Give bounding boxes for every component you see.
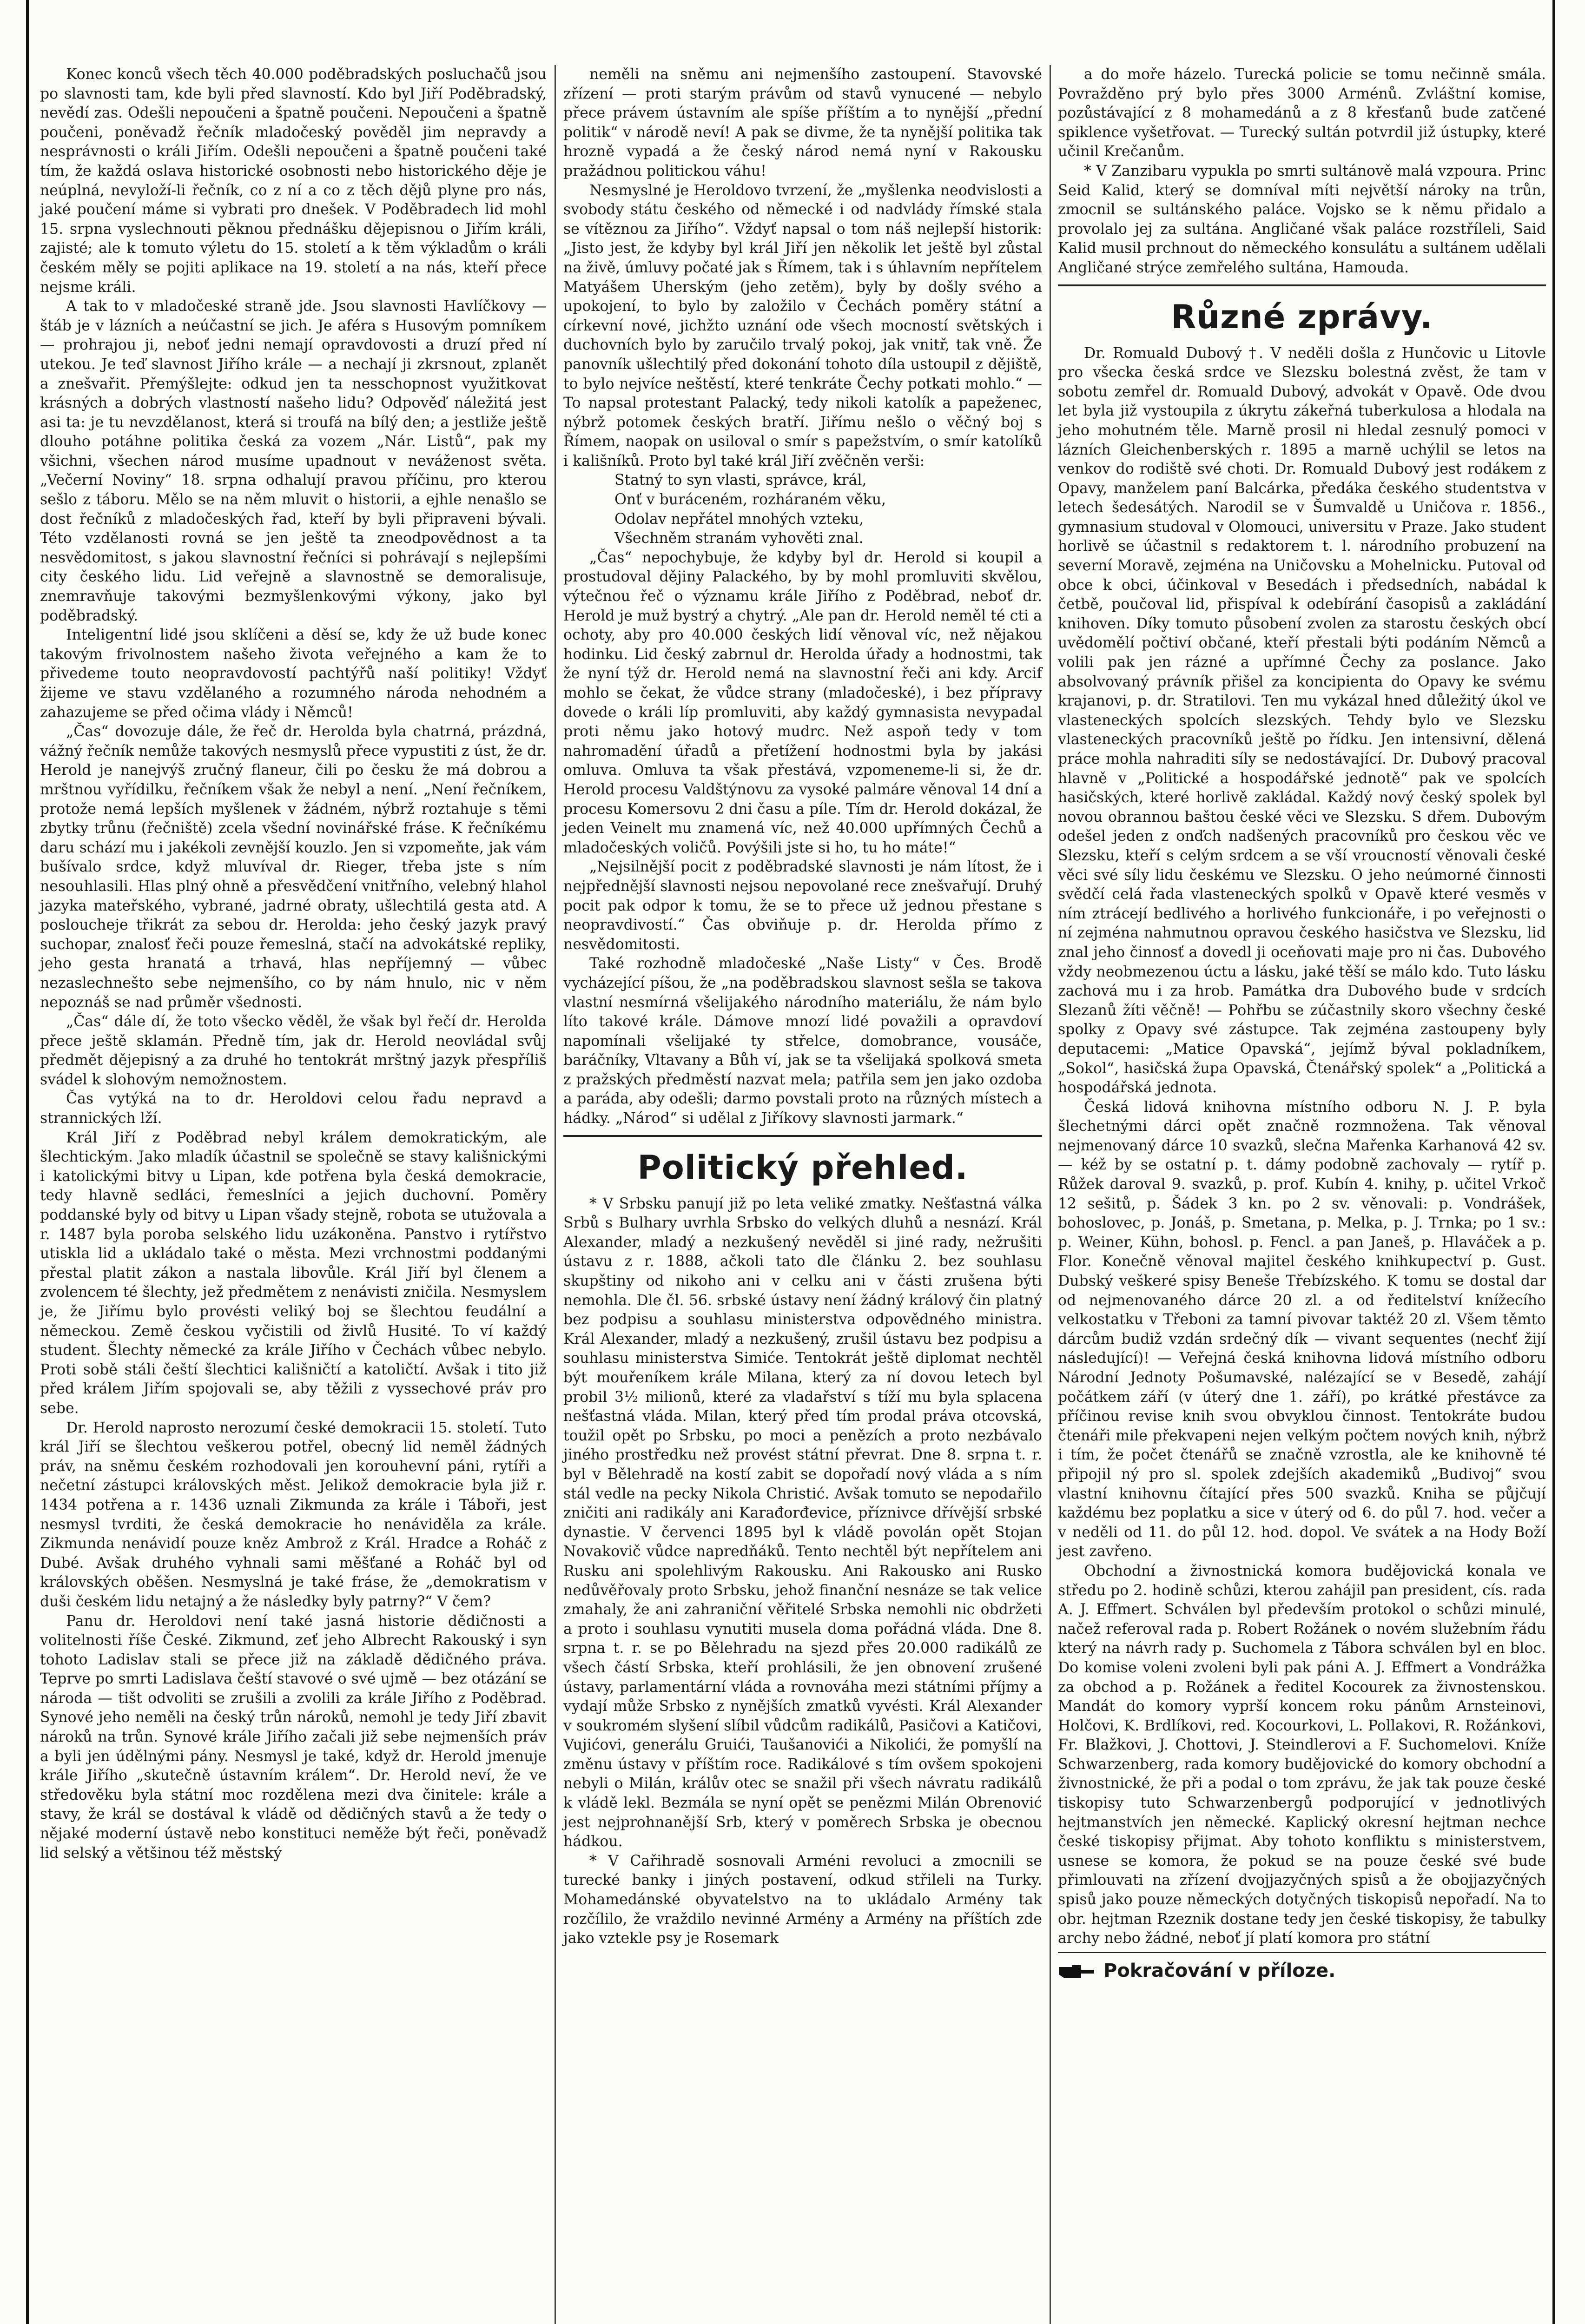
paragraph: „Čas“ nepochybuje, že kdyby byl dr. Herold si koupil a prostudoval dějiny Palackého, by by mohl promluviti skvělou, výtečnou řeč o významu krále Jiřího z Poděbrad, neboť dr. Herold je muž bystrý a chytrý. „Ale pan dr. Herold neměl té cti a ochoty, aby pro 40.000 českých lidí věnoval víc, než nějakou hodinku. Lid český zabrnul dr. Herolda úřady a hodnostmi, tak že nyní týž dr. Herold nemá na slavnostní řeči ani kdy. Arcif mohlo se čekat, že vůdce strany (mladočeské), i bez přípravy dovede o králi líp promluviti, aby každý gymnasista nevypadal proti němu jako hotový mudrc. Než aspoň tedy v tom nahromadění úřadů a přetížení hodnostmi byla by jakási omluva. Omluva ta však přestává, vzpomeneme-li si, že dr. Herold procesu Valdštýnovu za vysoké palmáre věnoval 14 dní a procesu Komersovu 2 dni času a píle. Tím dr. Herold dokázal, že jeden Veinelt mu znamená víc, než 40.000 upřímných Čechů a mladočeských voličů. Povýšili jste si ho, tu ho máte!“ — [563, 549, 1042, 856]
news-item: Obchodní a živnostnická komora budějovická konala ve středu po 2. hodině schůzi, kterou zahájil pan president, cís. rada A. J. Effmert. Schválen byl především protokol o schůzi minulé, načež referoval rada p. Robert Rožánek o novém služebním řádu který na návrh rady p. Suchomela z Tábora schválen byl en bloc. Do komise voleni zvoleni byli pak páni A. J. Effmert a Vondrážka za obchod a p. Rožánek a ředitel Kocourek za živnostenskou. Mandát do komory vyprší koncem roku pánům Arnsteinovi, Holčovi, K. Brdlíkovi, red. Kocourkovi, L. Pollakovi, R. Rožánkovi, Fr. Blažkovi, J. Chottovi, J. Steindlerovi a F. Suchomelovi. Kníže Schwarzenberg, rada komory budějovické do komory obchodní a živnostnické, že při a podal o tom zprávu, že jak tak pouze české tiskopisy tuto Schwarzenbergů podporující v jednotlivých hejtmanstvích jen německé. Kaplický okresní hejtman nechce české tiskopisy přijmat. Aby tohoto konfliktu s ministerstvem, usnese se komora, že pokud se na pouze české své bude přimlouvati na zřízení dvojjazyčných spisů a že obojjazyčných spisů jako pouze německých dotyčných tiskopisů nepořadí. Na to obr. hejtman Rzeznik dostane tedy jen české tiskopisy, že tabulky archy nebo žádné, neboť jí platí komora pro státní — [1058, 1562, 1546, 1947]
paragraph: neměli na sněmu ani nejmenšího zastoupení. Stavovské zřízení — proti starým právům od stavů vynucené — nebylo přece právem ústavním ale spíše příštím a to nynější „přední politik“ v národě neví! A pak se divme, že ta nynější politika tak hrozně vypadá a že český národ nemá nyní v Rakousku pražádnou politickou váhu! — [563, 66, 1042, 179]
continuation-text: Pokračování v příloze. — [1103, 1960, 1336, 1981]
column-middle — [563, 65, 1042, 2324]
paragraph: Král Jiří z Poděbrad nebyl králem demokratickým, ale šlechtickým. Jako mladík účastnil se společně se stavy kališnickými i katolickými bitvy u Lipan, kde potřena byla česká demokracie, tedy hlavně sedláci, řemeslníci a jejich duchovní. Poměry poddanské byly od bitvy u Lipan všady stejně, robota se utužovala a r. 1487 byla poroba selského lidu uzákoněna. Panstvo i rytířstvo utiskla lid a ukládalo také o města. Mezi vrchnostmi poddanými přestal platit zákon a nastala libovůle. Král Jiří byl členem a zvolencem té šlechty, jež předmětem z nenávisti zničila. Nesmyslem je, že Jiřímu bylo provésti veliký boj se šlechtou feudální a německou. Země českou vyčistili od živlů Husité. To ví každý student. Šlechty německé za krále Jiřího v Čechách vůbec nebylo. Proti sobě stáli čeští šlechtici kališničtí a katoličtí. Avšak i tito již před králem Jiřím spojovali se, aby těžili z vyssechové práv pro sebe. — [40, 1129, 547, 1417]
paragraph: Čas vytýká na to dr. Heroldovi celou řadu nepravd a strannických lží. — [40, 1090, 547, 1127]
paragraph: Dr. Herold naprosto nerozumí české demokracii 15. století. Tuto král Jiří se šlechtou veškerou potřel, obecný lid neměl žádných práv, na sněmu českém rozhodovali jen korouhevní páni, rytíři a nečetní zástupci královských měst. Jelikož demokracie byla již r. 1434 potřena a r. 1436 uznali Zikmunda za krále i Táboři, jest nesmysl tvrditi, že česká demokracie ho nenáviděla za krále. Zikmunda nenávidí pouze kněz Ambrož z Král. Hradce a Roháč z Dubé. Avšak druhého vyhnali sami měšťané a Roháč byl od královských oběšen. Nesmyslná je také fráse, že „demokratism v duši českém lidu netajný a že následky byly patrny?“ V čem? — [40, 1419, 547, 1610]
section-rule — [1058, 284, 1546, 286]
news-item: * V Cařihradě sosnovali Arméni revoluci a zmocnili se turecké banky i jiných postavení, odkud střileli na Turky. Mohamedánské obyvatelstvo na to ukládalo Armény tak rozčílilo, že vraždilo nevinné Armény a Armény na příštích zde jako vztekle psy je Rosemark — [563, 1852, 1042, 1947]
news-item: Česká lidová knihovna místního odboru N. J. P. byla šlechetnými dárci opět značně rozmnožena. Tak věnoval nejmenovaný dárce 10 svazků, slečna Mařenka Karhanová 42 sv. — kéž by se ostatní p. t. dámy podobně zachovaly — rytíř p. Růžek daroval 9. svazků, p. prof. Kubín 4. knihy, p. učitel Vrkoč 12 sešitů, p. Šádek 3 kn. po 2 sv. věnovali: p. Vondrášek, bohoslovec, p. Jonáš, p. Smetana, p. Melka, p. J. Trnka; po 1 sv.: p. Weiner, Kühn, bohosl. p. Fencl. a pan Janeš, p. Hlaváček a p. Flor. Konečně věnoval majitel českého knihkupectví p. Gust. Dubský veškeré spisy Beneše Třebízského. K tomu se dostal dar od nejmenovaného dárce 20 zl. a od ředitelství knížecího velkostatku v Třeboni za tamní pivovar taktéž 20 zl. Všem těmto dárcům budiž vzdán srdečný dík — vivant sequentes (nechť žijí následující)! — Veřejná česká knihovna lidová místního odboru Národní Jednoty Pošumavské, nalézající se v Besedě, zahájí počátkem září (v úterý dne 1. září), po krátké přestávce za příčinou revise knih svou obvyklou činnost. Tentokráte budou čtenáři mile překvapeni nejen velkým počtem nových knih, nýbrž i tím, že počet čtenářů se značně vzrostla, ale ke knihovně té připojil ný pro sl. spolek zdejších akademiků „Budivoj“ svou vlastní knihovnu čítající přes 500 svazků. Kniha se půjčují každému bez poplatku a sice v úterý od 6. do půl 7. hod. večer a v neděli od 11. do půl 12. hod. dopol. Ve svátek a na Hody Boží jest zavřeno. — [1058, 1098, 1546, 1560]
page-border-left — [26, 0, 29, 2324]
paragraph: „Čas“ dále dí, že toto všecko věděl, že však byl řečí dr. Herolda přece ještě sklamán. Předně tím, jak dr. Herold neovládal svůj předmět dějepisný a za druhé ho tentokrát mrštný jazyk přespříliš svádel k slohovým nemožnostem. — [40, 1013, 547, 1088]
paragraph: „Čas“ dovozuje dále, že řeč dr. Herolda byla chatrná, prázdná, vážný řečník nemůže takových nesmyslů přece vypustiti z úst, že dr. Herold je nanejvýš zručný flaneur, čili po česku že má dobrou a mrštnou vyřídilku, řečníkem však že nebyl a není. „Není řečníkem, protože nemá lepších myšlenek v žádném, nýbrž roztahuje s těmi zbytky trůnu (řečniště) zcela všední novinářské fráse. K řečníkému daru schází mu i jakékoli zevnější kouzlo. Jen si vzpomeňte, jak vám bušívalo srdce, když mluvíval dr. Rieger, třeba jste s ním nesouhlasili. Hlas plný ohně a přesvědčení vnitřního, velebný hlahol jazyka mateřského, vybrané, jadrné obraty, ušlechtilá gesta atd. A posloucheje třikrát za sebou dr. Herolda: jeho český jazyk pravý suchopar, znalosť řeči pouze řemeslná, stačí na advokátské repliky, jeho gesta hranatá a trhavá, hlas nepříjemný — vůbec nezaslechnešto sebe nejmenšího, co by nám hnulo, nic v něm nepoznáš se nad průměr všednosti. — [40, 723, 547, 1011]
section-rule — [1058, 1952, 1546, 1953]
paragraph: Inteligentní lidé jsou sklíčeni a děsí se, kdy že už bude konec takovým frivolnostem našeho života veřejného a kam že to přivedeme touto neopravdovostí pachtýřů naší politiky! Vždyť žijeme ve stavu vzdělaného a rozumného národa nehodném a zahazujeme se před očima vlády i Němců! — [40, 627, 547, 721]
news-item: * V Zanzibaru vypukla po smrti sultánově malá vzpoura. Princ Seid Kalid, který se domníval míti největší nároky na trůn, zmocnil se sultánského paláce. Vojsko se k němu přidalo a provolalo jej za sultána. Angličané však paláce rozstříleli, Said Kalid musil prchnout do německého konsulátu a sultánem udělali Angličané strýce zemřelého sultána, Hamouda. — [1058, 162, 1546, 276]
paragraph: „Nejsilnější pocit z poděbradské slavnosti je nám lítost, že i nejpřednější slavnosti nejsou nepovolané rece znešvařují. Druhý pocit pak odpor k tomu, že se to přece už jednou přestane s neopravdivostí.“ Čas obviňuje p. dr. Herolda přímo z nesvědomitosti. — [563, 858, 1042, 953]
verse: Statný to syn vlasti, správce, král, Onť v buráceném, rozháraném věku, Odolav nepřátel mnohých vzteku, Všechněm stranám vyhověti znal. — [614, 472, 886, 547]
paragraph: Nesmyslné je Heroldovo tvrzení, že „myšlenka neodvislosti a svobody státu českého od německé i od nadvlády římské stala se vítěznou za Jiřího“. Vždyť napsal o tom náš nejlepší historik: „Jisto jest, že kdyby byl král Jiří jen několik let ještě byl zůstal na živě, úmluvy počaté jak s Římem, tak i s úhlavním nepřítelem Matyášem Uherským (jeho zetěm), byly by došly svého a upokojení, to bylo by založilo v Čechách poměry státní a církevní nové, jichžto uznání ode všech mocností světských i duchovních bylo by zaručilo trvalý pokoj, jak vnitř, tak vně. Že panovník ušlechtilý před dokonání tohoto díla ustoupil z dějiště, to bylo nejvíce neštěstí, které tenkráte Čechy potkati mohlo.“ — To napsal protestant Palacký, tedy nikoli katolík a papeženec, nýbrž potomek českých bratří. Jiřímu nešlo o věčný boj s Římem, naopak on usiloval o smír s papežstvím, o smír katolíků i kališníků. Proto byl také král Jiří zvěčněn verši: — [563, 182, 1042, 469]
pointing-hand-icon — [1058, 1963, 1095, 1980]
section-heading-politics: Politický přehled. — [637, 1148, 968, 1187]
news-item: a do moře házelo. Turecká policie se tomu nečinně smála. Povražděno prý bylo přes 3000 Arménů. Zvláštní komise, pozůstávající z 8 mohamedánů a z 8 křesťanů bude zatčené spiklence vyšetřovat. — Turecký sultán potvrdil již ústupky, které učinil Krečanům. — [1058, 66, 1546, 160]
section-rule — [563, 1135, 1042, 1137]
section-heading-news: Různé zprávy. — [1171, 297, 1433, 336]
continuation-note — [1058, 1957, 1546, 1985]
news-item: * V Srbsku panují již po leta veliké zmatky. Nešťastná válka Srbů s Bulhary uvrhla Srbsko do velkých dluhů a nesnází. Král Alexander, mladý a nezkušený nevěděl si jiné rady, nežrušiti ústavu z r. 1888, ačkoli tato dle článku 2. bez souhlasu skupštiny od nikoho ani v celku ani v části zrušena býti nemohla. Dle čl. 56. srbské ústavy není žádný králový čin platný bez podpisu a souhlasu ministerstva odpovědného ministra. Král Alexander, mladý a nezkušený, zrušil ústavu bez podpisu a souhlasu ministerstva Simiće. Tentokrát ještě diplomat nechtěl být mouřeníkem krále Milana, který za ní dovou letech byl probil 3½ milionů, které za vladařství s tíží mu byla splacena nešťastná vláda. Milan, který před tím prodal práva otcovská, toužil opět po Srbsku, po moci a penězích a proto nezbávalo jiného prostředku než provést státní převrat. Dne 8. srpna t. r. byl v Bělehradě na kostí zabit se dopořadí nový vláda a s ním stál vedle na pecky Nikola Christić. Avšak tomuto se nepodařilo zničiti ani radikály ani Karađorđevice, příznivce dřívější srbské dynastie. V červenci 1895 byl k vládě povolán opět Stojan Novakovič vůdce napredňáků. Tento nechtěl být nepřítelem ani Rusku ani spolehlivým Rakousku. Ani Rakousko ani Rusko nedůvěřovaly proto Srbsku, jehož finanční nesnáze se tak velice zmahaly, že ani zahraniční věřitelé Srbska nemohli nic obdržeti a proto i souhlasu vynutiti musela doma pořádná vláda. Dne 8. srpna t. r. se po Bělehradu na sjezd přes 20.000 radikálů ze všech částí Srbska, kteří prohlásili, že jen obnovení zrušené ústavy, parlamentární vláda a rovnováha mezi státními příjmy a vydají může Srbsko z nynějších zmatků vyvésti. Král Alexander v soukromém slyšení slíbil vůdcům radikálů, Pasičovi a Katičovi, Vujićovi, generálu Gruići, Taušanovići a Nikolići, že pomyšlí na změnu ústavy v příštím roce. Radikálové s tím ovšem spokojeni nebyli o Milán, králův otec se snažil při všech návratu radikálů k vládě lekl. Bezmála se nyní opět se penězmi Milán Obrenović jest nejprohnanější Srb, který v poměrech Srbska je obecnou hádkou. — [563, 1195, 1042, 1850]
column-separator — [555, 65, 556, 2324]
news-item: Dr. Romuald Dubový †. V neděli došla z Hunčovic u Litovle pro všecka česká srdce ve Slezsku bolestná zvěst, že tam v sobotu zemřel dr. Romuald Dubový, advokát v Opavě. Ode dvou let byla již vystoupila z úkrytu zákeřná tuberkulosa a hlodala na jeho mohutném těle. Marně prosil ni hledal zesnulý pomoci v lázních Gleichenberských r. 1895 a marně uchýlil se letos na venkov do rodiště své choti. Dr. Romuald Dubový jest rodákem z Opavy, manželem paní Balcárka, předáka českého studentstva v letech šedesátých. Narodil se v Šumvaldě u Uničova r. 1856., gymnasium studoval v Olomouci, universitu v Praze. Jako student horlivě se účastnil s redaktorem t. l. národního probuzení na severní Moravě, zejména na Uničovsku a Mohelnicku. Putoval od obce k obci, účinkoval v Besedách i předsedních, nabádal k četbě, poučoval lid, přispíval k odebírání časopisů a zakládání knihoven. Díky tomuto působení zvolen za starostu českých obcí uvědomělí počtiví občané, kteří přestali býti podáním Němců a volili pak jen rázné a upřímné Čechy za poslance. Jako absolvovaný právník přišel za koncipienta do Opavy ke svému krajanovi, p. dr. Stratilovi. Ten mu vykázal hned důležitý úkol ve vlasteneckých spolcích slezských. Tehdy bylo ve Slezsku vlasteneckých pracovníků ještě po řídku. Jen intensivní, dělená práce mohla nahraditi síly se nedostávající. Dr. Dubový pracoval hlavně v „Politické a hospodářské jednotě“ pak ve spolcích hasičských, které horlivě zakládal. Každý nový český spolek byl novou obrannou baštou české věci ve Slezsku. S dřem. Dubovým odešel jeden z onďch nadšených pracovníků pro českou věc ve Slezsku, kteří s celým srdcem a se vší vroucností věnovali české věci své síly lidu českému ve Slezsku. O jeho neúmorné činnosti svědčí celá řada vlasteneckých spolků v Opavě které vesměs v ním ztrácejí bedlivého a horlivého funkcionáře, i po veřejnosti o ní zejména nahmutnou opravou českého hasičstva ve Slezsku, lid znal jeho činnosť a dovedl ji oceňovati maje pro ni čas. Dubového vždy neobmezenou úctu a lásku, jaké těší se málo kdo. Tuto lásku zachová mu i za hrob. Památka dra Dubového bude v srdcích Slezanů žíti věčně! — Pohřbu se zúčastnily skoro všechny české spolky z Opavy své zástupce. Tak zejména zastoupeny byly deputacemi: „Matice Opavská“, jejímž býval pokladníkem, „Sokol“, hasičská župa Opavská, Čtenářský spolek“ a „Politická a hospodářská jednota. — [1058, 344, 1546, 1096]
paragraph: Panu dr. Heroldovi není také jasná historie dědičnosti a volitelnosti říše České. Zikmund, zeť jeho Albrecht Rakouský i syn tohoto Ladislav stali se přece již na základě dědičného práva. Teprve po smrti Ladislava čeští stavové o své ujmě — bez otázání se národa — tišt odvoliti se zrušili a zvolili za krále Jiřího z Poděbrad. Synové jeho neměli na český trůn nároků, nemohl je tedy Jiří zbavit nároků na trůn. Synové krále Jiřího začali již sebe nejmenších práv a byli jen údělnými pány. Nesmysl je také, když dr. Herold jmenuje krále Jiřího „skutečně ústavním králem“. Dr. Herold neví, že ve středověku byla státní moc rozdělena mezi dva činitele: krále a stavy, že král se dostával k vládě od dědičných stavů a že tedy o nějaké moderní ústavě nebo konstituci neměže být řeči, poněvadž lid selský a většinou též městský — [40, 1612, 547, 1862]
paragraph: Konec konců všech těch 40.000 poděbradských posluchačů jsou po slavnosti tam, kde byli před slavností. Kdo byl Jiří Poděbradský, nevědí zas. Odešli nepoučeni a špatně poučeni. Nepoučeni a špatně poučeni, poněvadž řečník mladočeský pověděl jim nepravdy a nesprávnosti o králi Jiřím. Odešli nepoučeni a špatně poučeni také tím, že každá oslava historické osobnosti nebo historického děje je neúplná, nevyloží-li řečník, co z ní a co z těch dějů plyne pro nás, jaké poučení máme si vybrati pro dnešek. V Poděbradech lid mohl 15. srpna vyslechnouti pěknou přednášku dějepisnou o Jiřím králi, zajisté; ale k tomuto výletu do 15. století a k těm výkladům o králi českém měly se pojiti aplikace na 19. století a na nás, kteří přece nejsme králi. — [40, 66, 547, 296]
column-separator — [1050, 65, 1051, 2324]
column-left — [40, 65, 547, 2324]
column-right — [1058, 65, 1546, 2324]
paragraph: A tak to v mladočeské straně jde. Jsou slavnosti Havlíčkovy — štáb je v lázních a neúčastní se jich. Je aféra s Husovým pomníkem — prohrajou ji, neboť jedni nemají opravdovosti a druzí před ní utekou. Je teď slavnost Jiřího krále — a nechají ji zkrsnout, zplanět a znešvařit. Přemýšlejte: odkud jen ta nesschopnost využitkovat krásných a dobrých vlastností našeho lidu? Odpověď náležitá jest asi ta: je tu nevzdělanost, která si troufá na bílý den; a jestliže ještě dlouho potáhne politika česká za vozem „Nár. Listů“, pak my všichni, všechen národ musíme upadnout v neváženost světa. „Večerní Noviny“ 18. srpna odhalují pravou příčinu, pro kterou sešlo z táboru. Mělo se na něm mluvit o historii, a ejhle nenašlo se dost řečníků z mladočeských řad, kteří by byli připraveni bývali. Této vzdělanosti rovná se jen ještě ta zneodpovědnost a ta nesvědomitost, s jakou slavnostní řečníci si pohrávají s nejlepšími city českého lidu. Lid veřejně a slavnostně se demoralisuje, znemravňuje takovými bezmyšlenkovými výkony, jako byl poděbradský. — [40, 298, 547, 624]
page-border-right — [1552, 0, 1555, 2324]
paragraph: Také rozhodně mladočeské „Naše Listy“ v Čes. Brodě vycházející píšou, že „na poděbradskou slavnost sešla se takova vlastní nesmírná všelijakého národního materiálu, že nám bylo líto takové krále. Dámove mnozí lidé považili a opravdoví napomínali všelijaké ty střelce, domobrance, vousáče, baráčníky, Vltavany a Bůh ví, jak se ta všelijaká spolková smeta z pražských předměstí nazvat mela; patřila sem jen jako ozdoba a paráda, aby odešli; darmo povstali proto na různých místech a hádky. „Národ“ si udělal z Jiříkovy slavnosti jarmark.“ — [563, 955, 1042, 1127]
